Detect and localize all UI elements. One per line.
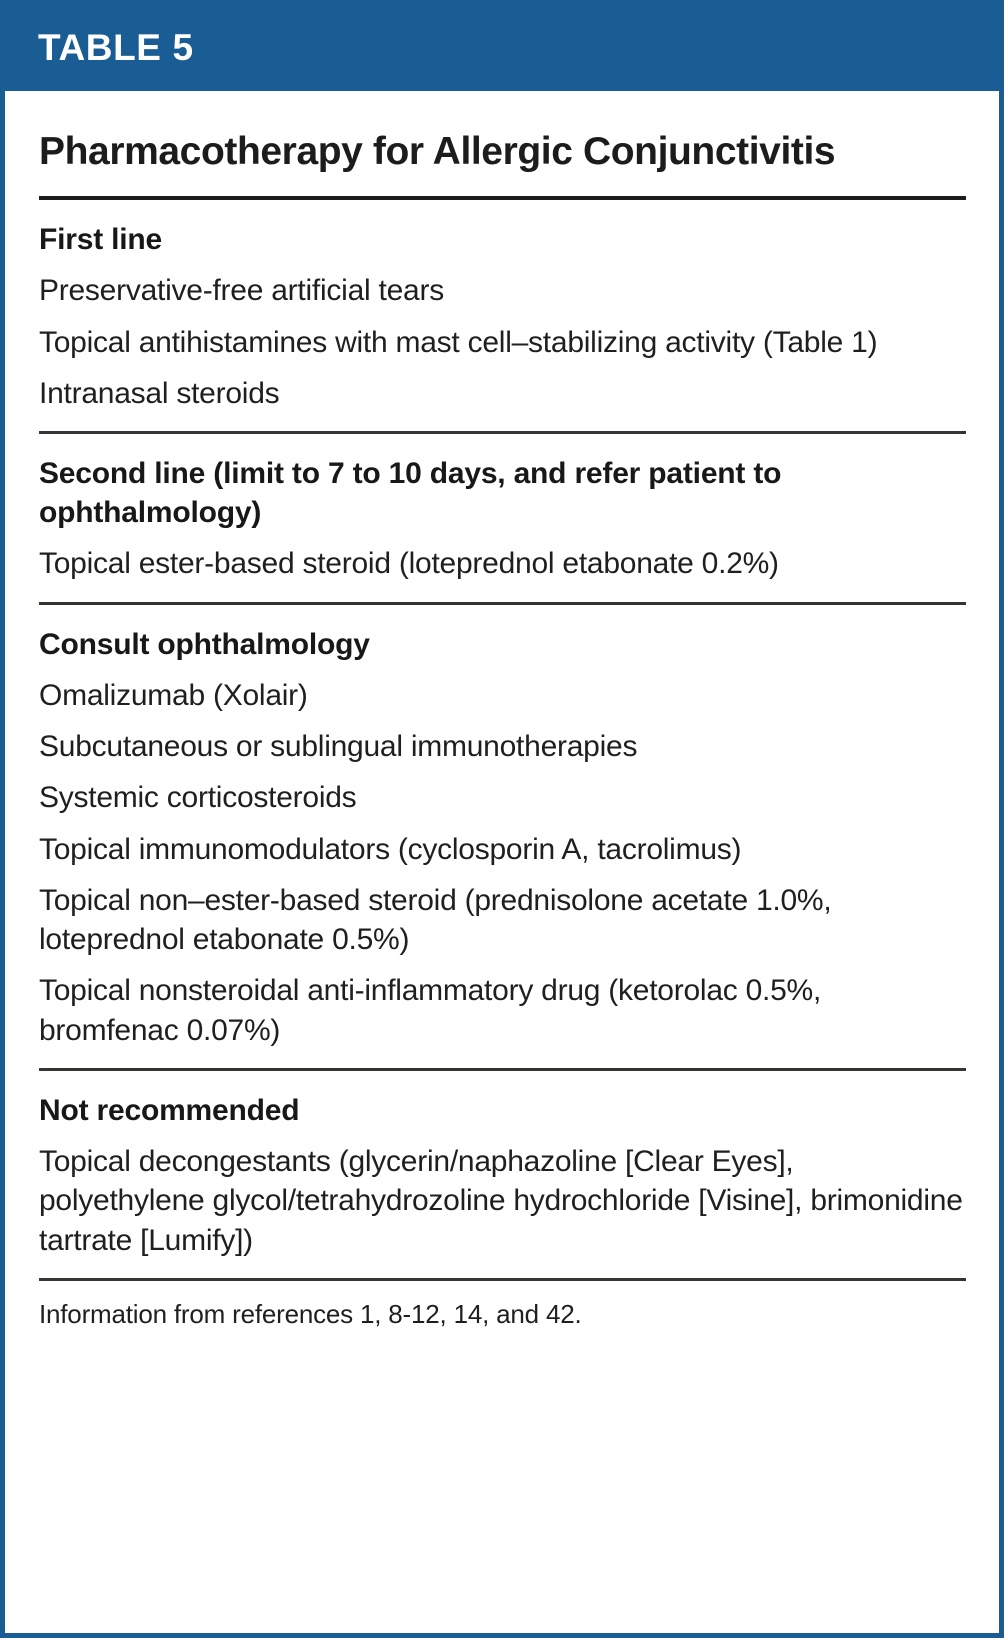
section-item: Topical ester-based steroid (loteprednol etabonate 0.2%) (39, 547, 779, 581)
footnote-text: Information from references 1, 8-12, 14, and 42. (39, 1298, 582, 1329)
section-consult-ophthalmology (39, 605, 966, 1068)
section-item: Topical antihistamines with mast cell–stabilizing activity (Table 1) (39, 325, 878, 359)
section-first-line (39, 200, 966, 431)
section-item: Preservative-free artificial tears (39, 274, 444, 308)
section-item: Topical non–ester-based steroid (prednisolone acetate 1.0%, loteprednol etabonate 0.5%) (39, 883, 832, 957)
section-item: Omalizumab (Xolair) (39, 678, 308, 712)
section-item: Intranasal steroids (39, 377, 280, 411)
section-item: Topical nonsteroidal anti-inflammatory drug (ketorolac 0.5%, bromfenac 0.07%) (39, 974, 822, 1047)
section-second-line (39, 434, 966, 601)
table-header-band (4, 4, 1000, 91)
section-heading: Second line (limit to 7 to 10 days, and refer patient to ophthalmology) (39, 457, 782, 530)
section-heading: First line (39, 223, 163, 257)
section-item: Topical decongestants (glycerin/naphazoline [Clear Eyes], polyethylene glycol/tetrahydrozoline hydrochloride [Visine], brimonidine tartrate [Lumify]) (39, 1145, 963, 1257)
section-not-recommended (39, 1071, 966, 1278)
section-item: Topical immunomodulators (cyclosporin A, tacrolimus) (39, 832, 742, 866)
footnote-wrap (39, 1281, 966, 1352)
table-number-label: TABLE 5 (38, 27, 194, 68)
section-item: Systemic corticosteroids (39, 781, 357, 815)
section-item: Subcutaneous or sublingual immunotherapies (39, 729, 638, 763)
page-title: Pharmacotherapy for Allergic Conjunctivitis (39, 130, 836, 173)
section-heading: Consult ophthalmology (39, 627, 370, 661)
table-body (5, 130, 999, 1352)
section-heading: Not recommended (39, 1094, 300, 1128)
